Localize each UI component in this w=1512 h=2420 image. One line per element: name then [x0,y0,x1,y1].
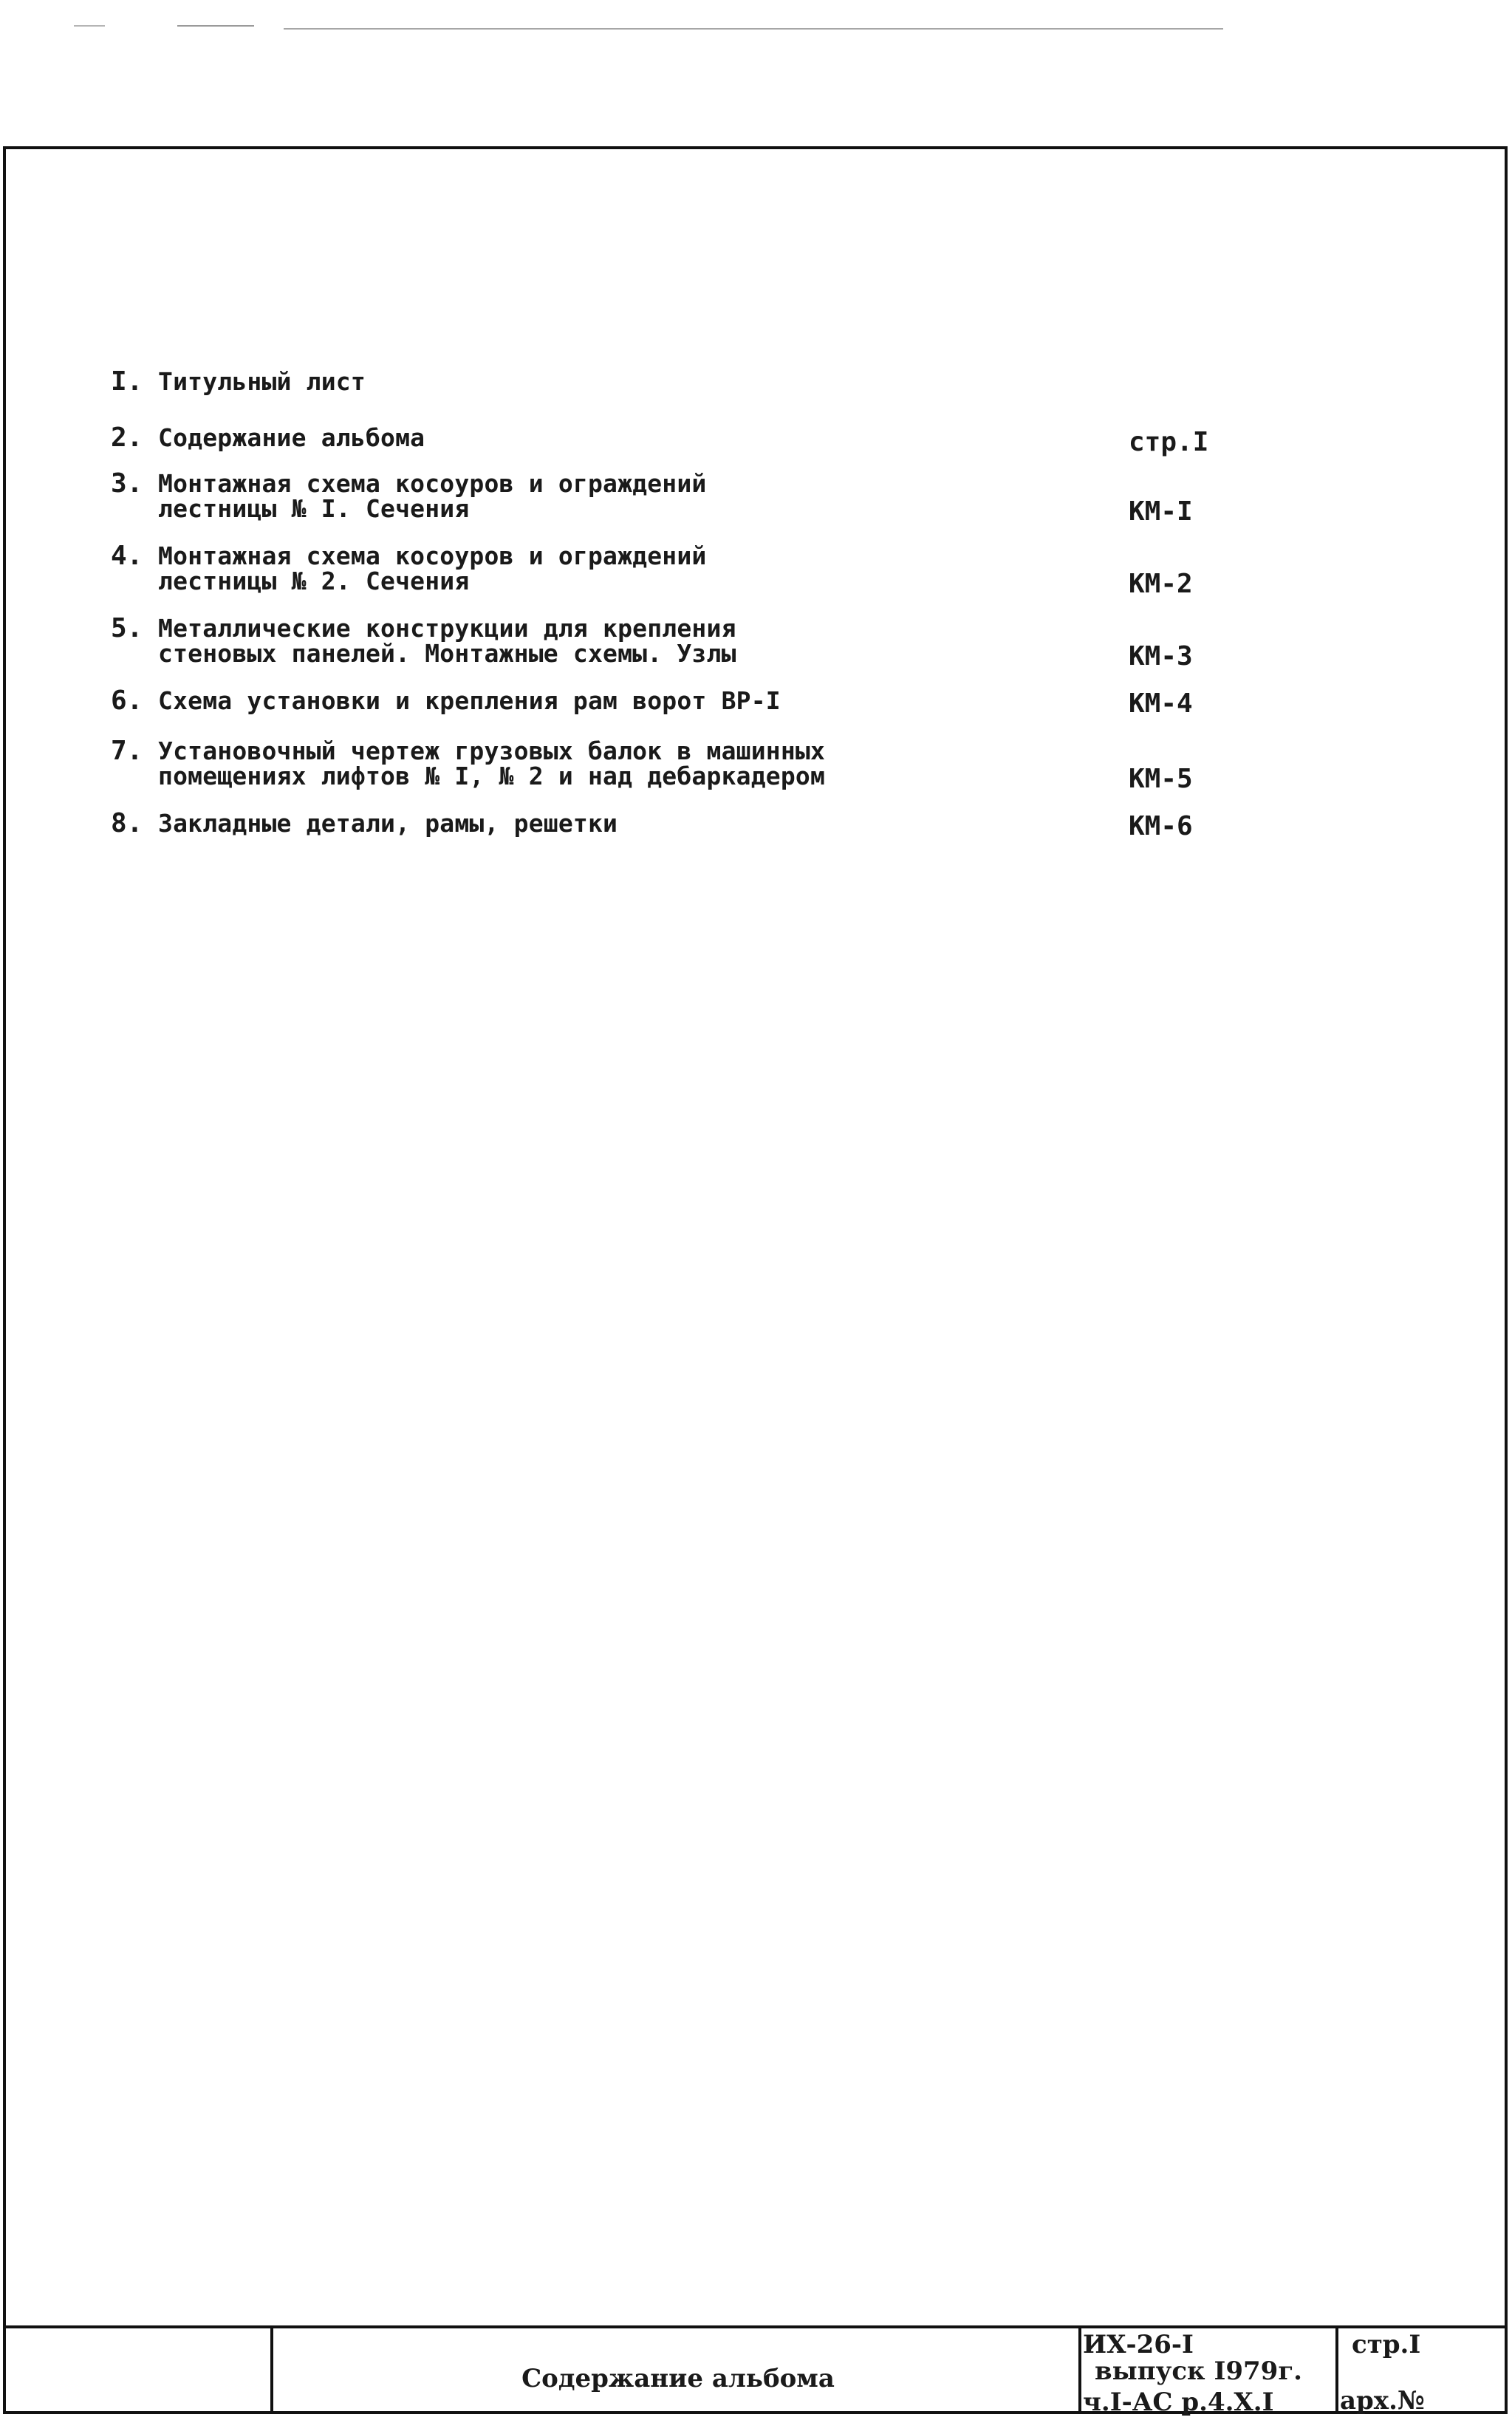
toc-item-title: Монтажная схема косоуров и ограждений [158,469,707,498]
title-block [3,2325,1508,2417]
toc-item-page: КМ-6 [1129,811,1193,841]
toc-item-page: стр.I [1129,427,1209,457]
toc-item-number: 4. [111,541,143,571]
title-block-sheet-title: Содержание альбома [521,2364,835,2393]
title-block-divider [270,2328,273,2414]
scan-artifact-line [284,28,1223,30]
toc-item-page: КМ-3 [1129,641,1193,671]
toc-item-number: 8. [111,808,143,838]
toc-item-title: Установочный чертеж грузовых балок в машинных [158,736,826,765]
toc-item-number: 7. [111,736,143,766]
toc-item-title: Монтажная схема косоуров и ограждений [158,541,707,570]
toc-item-page: КМ-I [1129,496,1193,527]
toc-item-number: I. [111,366,143,397]
toc-item-title: Титульный лист [158,367,366,396]
toc-item-title: Закладные детали, рамы, решетки [158,809,618,838]
title-block-divider [1335,2328,1338,2414]
title-block-archive: арх.№ [1340,2386,1425,2416]
toc-item-title: Металлические конструкции для крепления [158,614,736,643]
toc-item-title: Схема установки и крепления рам ворот ВР-I [158,686,781,715]
title-block-page: стр.I [1352,2330,1421,2359]
toc-item-title-line2: лестницы № 2. Сечения [158,567,470,595]
toc-item-number: 5. [111,613,143,643]
toc-item-number: 2. [111,423,143,453]
toc-item-page: КМ-4 [1129,688,1193,719]
scan-artifact-line [74,25,105,27]
scan-artifact-line [177,25,254,27]
title-block-issue: выпуск I979г. [1095,2356,1302,2386]
toc-item-page: КМ-2 [1129,569,1193,599]
toc-item-title-line2: лестницы № I. Сечения [158,494,470,523]
toc-item-title-line2: стеновых панелей. Монтажные схемы. Узлы [158,639,736,668]
toc-item-number: 6. [111,686,143,716]
toc-item-title: Содержание альбома [158,423,425,452]
toc-item-title-line2: помещениях лифтов № I, № 2 и над дебаркадером [158,762,826,790]
title-block-series: ИХ-26-I [1083,2330,1194,2359]
toc-item-page: КМ-5 [1129,764,1193,794]
title-block-part: ч.I-АС р.4.Х.I [1083,2387,1274,2417]
toc-item-number: 3. [111,468,143,499]
